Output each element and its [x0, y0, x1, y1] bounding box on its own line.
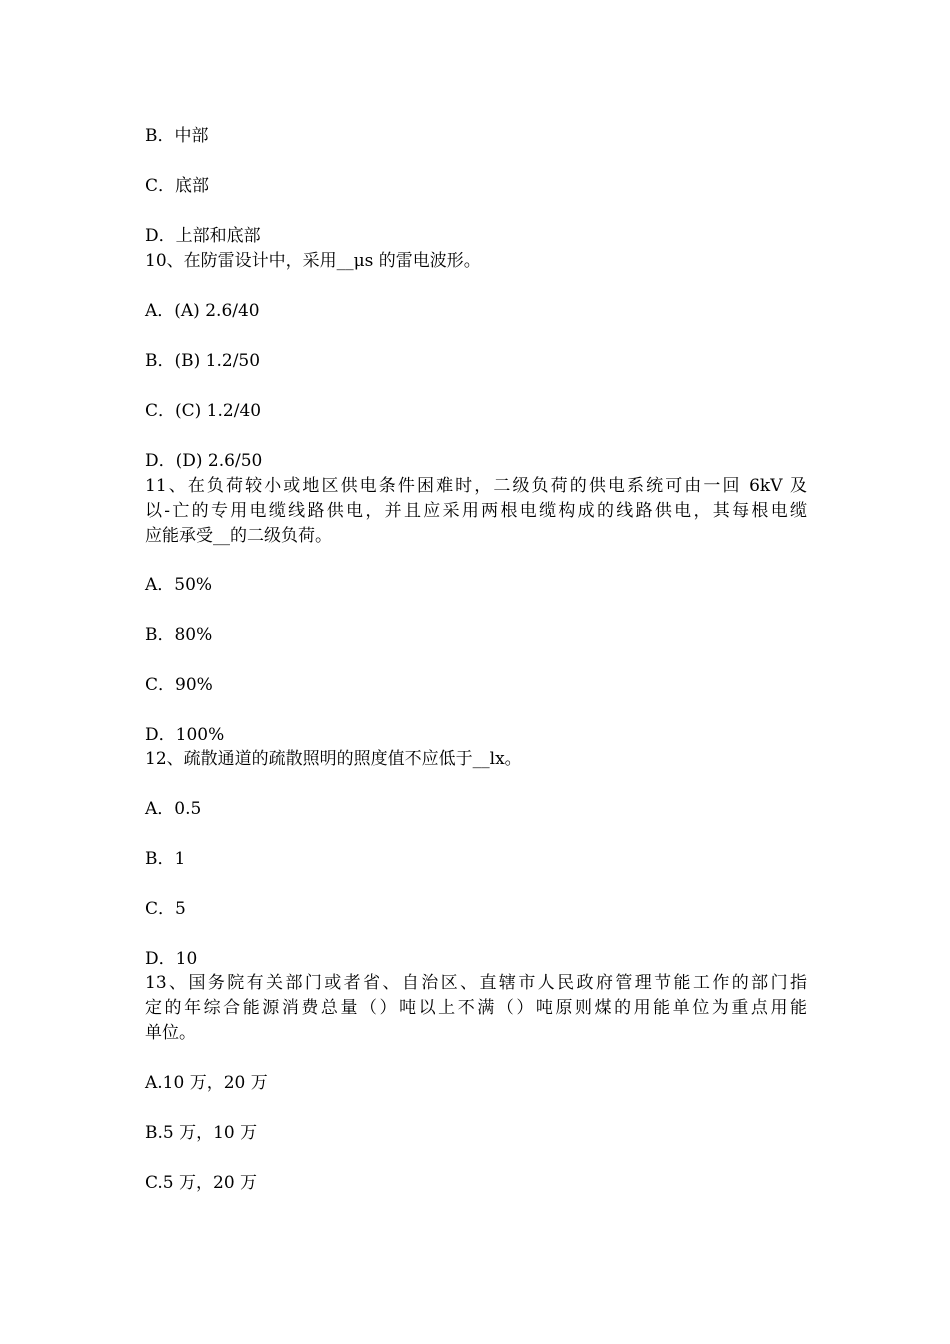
q10-option-a: A．(A) 2.6/40: [145, 301, 260, 321]
q9-option-c: C．底部: [145, 176, 210, 196]
q9-option-d: D．上部和底部: [145, 226, 261, 246]
question-11-line-1: 11、在负荷较小或地区供电条件困难时，二级负荷的供电系统可由一回 6kV 及: [145, 476, 807, 496]
question-11-line-3: 应能承受__的二级负荷。: [145, 526, 332, 546]
q11-option-b: B．80%: [145, 625, 213, 645]
question-11: [145, 474, 807, 549]
q12-option-c: C．5: [145, 899, 186, 919]
question-13-line-2: 定的年综合能源消费总量（）吨以上不满（）吨原则煤的用能单位为重点用能: [145, 998, 807, 1018]
q13-option-c: C.5 万，20 万: [145, 1173, 258, 1193]
question-11-line-2: 以-亡的专用电缆线路供电，并且应采用两根电缆构成的线路供电，其每根电缆: [145, 501, 807, 521]
question-12: 12、疏散通道的疏散照明的照度值不应低于__lx。: [145, 749, 522, 769]
question-13: [145, 971, 807, 1046]
q11-option-c: C．90%: [145, 675, 213, 695]
q13-option-b: B.5 万，10 万: [145, 1123, 258, 1143]
q10-option-d: D．(D) 2.6/50: [145, 451, 263, 471]
question-10: 10、在防雷设计中，采用__μs 的雷电波形。: [145, 251, 481, 271]
q12-option-d: D．10: [145, 949, 198, 969]
q11-option-d: D．100%: [145, 725, 225, 745]
question-13-line-3: 单位。: [145, 1023, 196, 1043]
q12-option-a: A．0.5: [145, 799, 202, 819]
q10-option-b: B．(B) 1.2/50: [145, 351, 261, 371]
q12-option-b: B．1: [145, 849, 186, 869]
q10-option-c: C．(C) 1.2/40: [145, 401, 262, 421]
q11-option-a: A．50%: [145, 575, 213, 595]
question-13-line-1: 13、国务院有关部门或者省、自治区、直辖市人民政府管理节能工作的部门指: [145, 973, 807, 993]
q9-option-b: B．中部: [145, 126, 209, 146]
q13-option-a: A.10 万，20 万: [145, 1073, 268, 1093]
